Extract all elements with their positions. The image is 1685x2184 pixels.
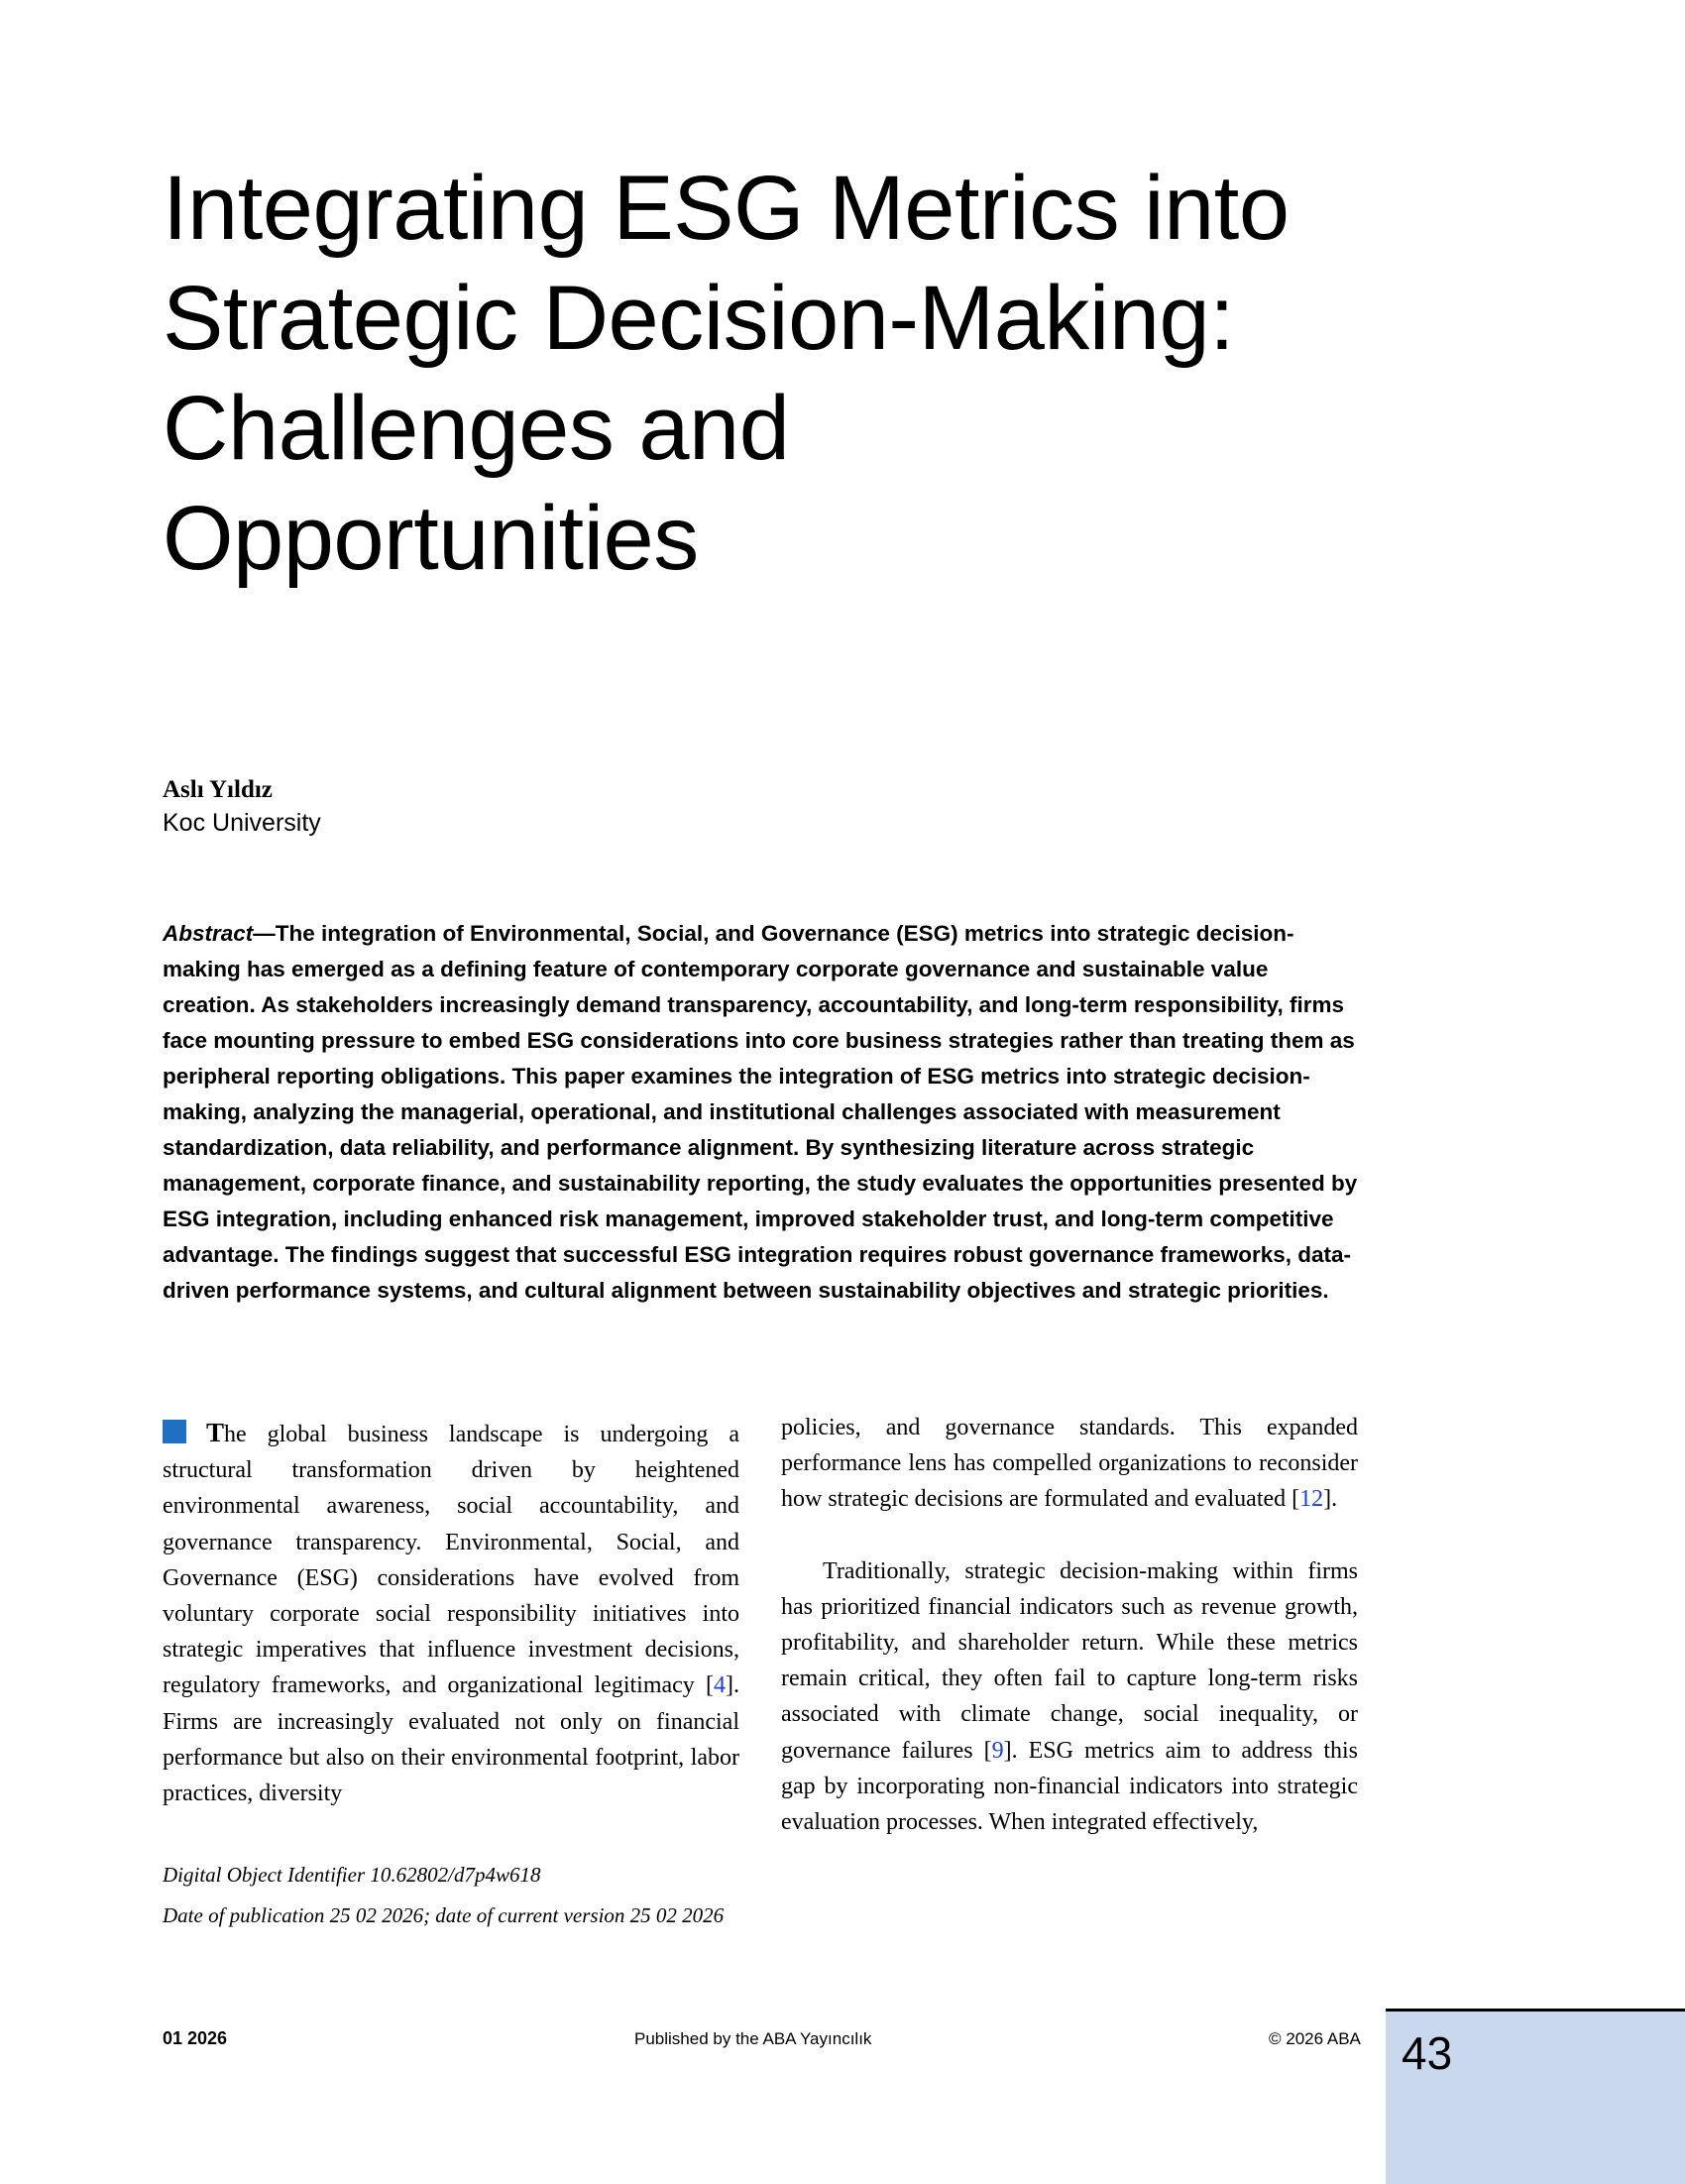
doi: Digital Object Identifier 10.62802/d7p4w618 <box>163 1863 541 1887</box>
page-number: 43 <box>1402 2027 1453 2079</box>
publication-dates: Date of publication 25 02 2026; date of current version 25 02 2026 <box>163 1903 725 1927</box>
abstract-text: —The integration of Environmental, Social, and Governance (ESG) metrics into strategic decision-making has emerged as a defining feature of contemporary corporate governance and sustainable value creation. As stakeholders increasingly demand transparency, accountability, and long-term responsibility, firms face mounting pressure to embed ESG considerations into core business strategies rather than treating them as peripheral reporting obligations. This paper examines the integration of ESG metrics into strategic decision-making, analyzing the managerial, operational, and institutional challenges associated with measurement standardization, data reliability, and performance alignment. By synthesizing literature across strategic management, corporate finance, and sustainability reporting, the study evaluates the opportunities presented by ESG integration, including enhanced risk management, improved stakeholder trust, and long-term competitive advantage. The findings suggest that successful ESG integration requires robust governance frameworks, data-driven performance systems, and cultural alignment between sustainability objectives and strategic priorities. <box>163 921 1358 1303</box>
body-paragraph-1-start <box>163 1415 739 1811</box>
publication-metadata <box>163 1855 739 1936</box>
footer-issue: 01 2026 <box>163 2028 228 2048</box>
page-number-box <box>1386 2009 1685 2184</box>
body-column-left <box>163 1415 739 1811</box>
section-marker-icon <box>163 1420 186 1443</box>
body-text: he global business landscape is undergoing a structural transformation driven by heightened environmental awareness, social accountability, and governance transparency. Environmental, Social, and Governance (ESG) considerations have evolved from voluntary corporate social responsibility initiatives into strategic imperatives that influence investment decisions, regulatory frameworks, and organizational legitimacy [ <box>163 1422 739 1699</box>
citation-link[interactable]: 12 <box>1299 1486 1324 1513</box>
citation-link[interactable]: 4 <box>714 1672 726 1699</box>
body-column-right <box>781 1410 1358 1840</box>
abstract-lead: Abstract <box>163 921 254 946</box>
body-text: policies, and governance standards. This expanded performance lens has compelled organizations to reconsider how strategic decisions are formulated and evaluated [ <box>781 1415 1358 1513</box>
body-paragraph-1-end <box>781 1410 1358 1518</box>
footer-copyright: © 2026 ABA <box>1269 2029 1361 2048</box>
drop-cap: T <box>206 1418 225 1447</box>
body-text: Traditionally, strategic decision-making within firms has prioritized financial indicators such as revenue growth, profitability, and shareholder return. While these metrics remain critical, they often fail to capture long-term risks associated with climate change, social inequality, or governance failures [ <box>781 1557 1358 1764</box>
author-name: Aslı Yıldız <box>163 776 273 803</box>
footer-publisher: Published by the ABA Yayıncılık <box>634 2029 872 2048</box>
paper-title: Integrating ESG Metrics into Strategic Decision-Making: Challenges and Opportunities <box>163 158 1290 589</box>
body-text: ]. <box>1323 1486 1338 1513</box>
abstract <box>163 916 1362 1309</box>
citation-link[interactable]: 9 <box>991 1737 1004 1764</box>
body-paragraph-2 <box>781 1553 1358 1841</box>
body-text: ]. ESG metrics aim to address this gap by incorporating non-financial indicators into strategic evaluation processes. When integrated effectively, <box>781 1737 1359 1836</box>
body-text: ]. Firms are increasingly evaluated not only on financial performance but also on their environmental footprint, labor practices, diversity <box>163 1672 739 1807</box>
author-affiliation: Koc University <box>163 809 321 837</box>
